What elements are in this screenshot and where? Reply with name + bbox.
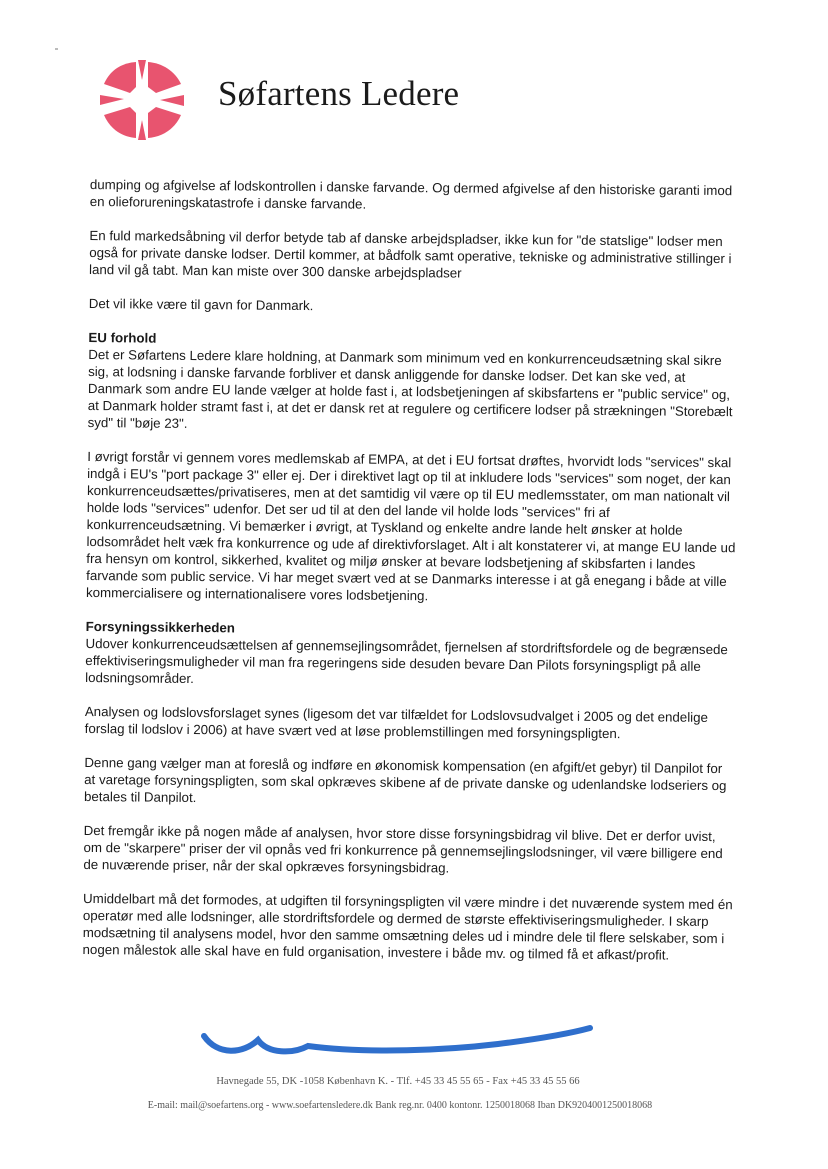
paragraph: I øvrigt forstår vi gennem vores medlemskab af EMPA, at det i EU fortsat drøftes, hvorvidt lods "services" skal indgå i EU's "port package 3" eller ej. Der i direktivet lagt op til at inkludere lods "services" som noget, der kan konkurrenceudsættes/privatiseres, men at det samtidig vil være op til EU medlemsstater, om man nationalt vil holde lods "services" udenfor. Det ser ud til at den del lande vil holde lods "services" fri af konkurrenceudsætning. Vi bemærker i øvrigt, at Tyskland og enkelte andre lande helt ønsker at holde lodsområdet helt væk fra konkurrence og ude af direktivforslaget. Alt i alt konstaterer vi, at mange EU lande ud fra hensyn om kontrol, sikkerhed, kvalitet og miljø ønsker at bevare lodsbetjening af skibsfarten i landes farvande som public service. Vi har meget svært ved at se Danmarks interesse i at gå enegang i både at ville kommercialisere og internationalisere vores lodsbetjening.: [85, 448, 736, 604]
footer-address: Havnegade 55, DK -1058 København K. - Tlf. +45 33 45 55 65 - Fax +45 33 45 55 66: [216, 1076, 580, 1087]
paragraph: Det fremgår ikke på nogen måde af analysen, hvor store disse forsyningsbidrag vil blive. Det er derfor uvist, om de "skarpere" priser der vil opnås ved fri konkurrence på gennemsejlingslodsninger, vil være billigere end de nuværende priser, når der skal opkræves forsyningsbidrag.: [83, 822, 723, 876]
section-heading-eu: EU forhold: [88, 329, 157, 346]
paragraph: Analysen og lodslovsforslaget synes (ligesom det var tilfældet for Lodslovsudvalget i 2005 og det endelige forslag til lodslov i 2006) at have svært ved at løse problemstillingen med forsyningspligten.: [84, 703, 709, 742]
footer-contact: E-mail: mail@soefartens.org - www.soefartensledere.dk Bank reg.nr. 0400 kontonr. 1250018068 Iban DK9204001250018068: [147, 1100, 653, 1111]
compass-logo-icon: [100, 60, 184, 140]
paragraph: Det er Søfartens Ledere klare holdning, at Danmark som minimum ved en konkurrenceudsætning skal sikre sig, at lodsning i danske farvande forbliver et dansk anliggende for danske lodser. Det kan ske ved, at Danmark som andre EU lande vælger at holde fast i, at lodsbetjeningen af skibsfartens er "public service" og, at Danmark holder stramt fast i, at det er dansk ret at regulere og certificere lodser på strækningen "Storebælt syd" til "bøje 23".: [87, 346, 733, 431]
paragraph: Det vil ikke være til gavn for Danmark.: [88, 295, 314, 314]
paragraph: Udover konkurrenceudsættelsen af gennemsejlingsområdet, fjernelsen af stordriftsfordele og de begrænsede effektiviseringsmuligheder vil man fra regeringens side desuden bevare Dan Pilots forsyningspligt på alle lodsningsområder.: [85, 635, 728, 687]
paragraph: Umiddelbart må det formodes, at udgiften til forsyningspligten vil være mindre i det nuværende system med én operatør med alle lodsninger, alle stordriftsfordele og dermed de største effektiviseringsmuligheder. I skarp modsætning til analysens model, hvor den samme omsætning deles ud i mindre dele til flere selskaber, som i nogen målestok alle skal have en fuld organisation, investere i både mv. og tilmed få et afkast/profit.: [82, 890, 733, 963]
wave-divider-icon: [198, 1024, 598, 1064]
paragraph: Denne gang vælger man at foreslå og indføre en økonomisk kompensation (en afgift/et gebyr) til Danpilot for at varetage forsyningspligten, som skal opkræves skibene af de private danske og udenlandske lodseriers og betales til Danpilot.: [83, 754, 727, 806]
paragraph: En fuld markedsåbning vil derfor betyde tab af danske arbejdspladser, ikke kun for "de statslige" lodser men også for private danske lodser. Dertil kommer, at bådfolk samt operative, tekniske og administrative stillinger i land vil gå tabt. Man kan miste over 300 danske arbejdspladser: [89, 227, 732, 281]
organization-name: Søfartens Ledere: [218, 74, 460, 113]
letter-body: [82, 176, 740, 981]
paragraph: dumping og afgivelse af lodskontrollen i danske farvande. Og dermed afgivelse af den historiske garanti imod en olieforureningskatastrofe i danske farvande.: [89, 176, 733, 212]
scan-artifact: [55, 48, 58, 50]
section-heading-supply: Forsyningssikkerheden: [85, 618, 236, 636]
